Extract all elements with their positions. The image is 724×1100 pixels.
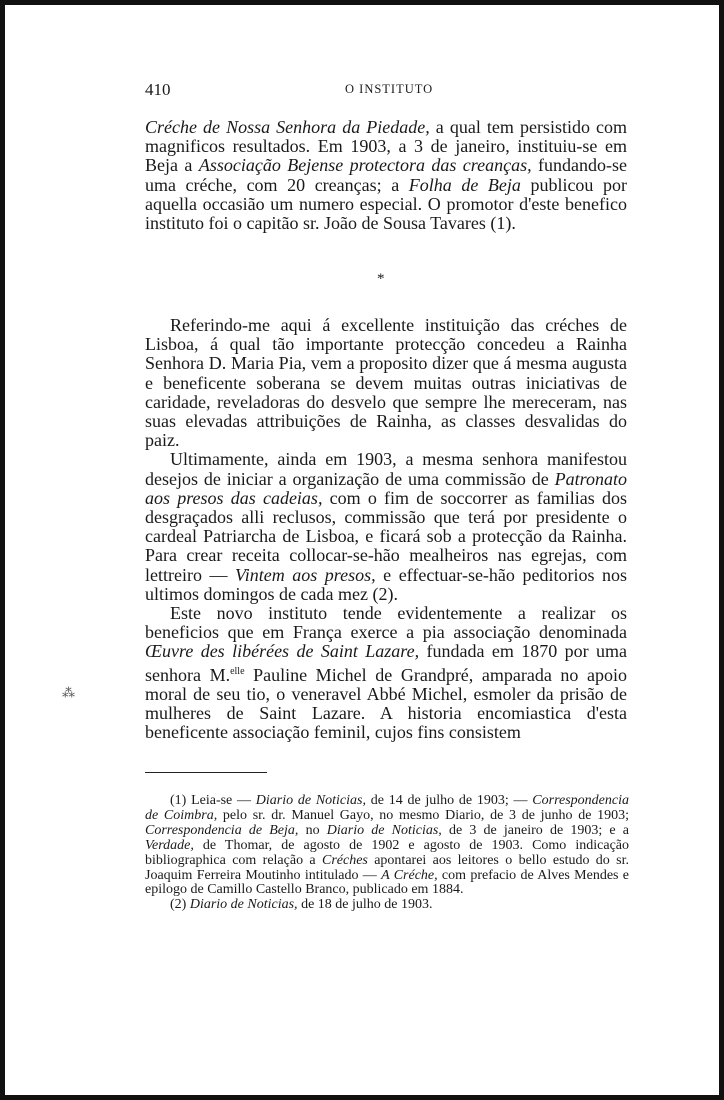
main-text: [145, 316, 627, 742]
oeuvre-name: Œuvre des libérées de Saint Lazare,: [145, 641, 420, 662]
page-number: 410: [145, 80, 171, 99]
paragraph-referindo: Referindo-me aqui á excellente instituição das créches de Lisboa, á qual tão importante protecção concedeu a Rainha Senhora D. Maria Pia, vem a proposito dizer que á mesma augusta e beneficente soberana se devem muitas outras iniciativas de caridade, reveladoras do desvelo que sempre lhe mereceram, nas suas elevadas attribuições de Rainha, as classes desvalidas do paiz.: [145, 315, 627, 451]
newspaper-name: Folha de Beja: [408, 174, 521, 195]
footnote-2: (2) Diario de Noticias, de 18 de julho de 1903.: [170, 897, 433, 913]
association-name: Associação Bejense protectora das creanças,: [198, 155, 532, 176]
footnote-1: (1) Leia-se — Diario de Noticias, de 14 de julho de 1903; — Correspondencia de Coimbra, pelo sr. dr. Manuel Gayo, no mesmo Diario, de 3 de junho de 1903; Correspondencia de Beja, no Diario de Noticias, de 3 de janeiro de 1903; e a Verdade, de Thomar, de agosto de 1902 e agosto de 1903. Como indicação bibliographica com relação a Créches apontarei aos leitores o bello estudo do sr. Joaquim Ferreira Moutinho intitulado — A Créche, com prefacio de Alves Mendes e epilogo de Camillo Castello Branco, publicado em 1884.: [145, 793, 629, 898]
creche-title: Créche de Nossa Senhora da Piedade,: [145, 117, 430, 137]
page-header: [145, 80, 630, 102]
running-title: O INSTITUTO: [345, 82, 434, 96]
section-separator: *: [377, 271, 385, 287]
paragraph-novo-instituto: Este novo instituto tende evidentemente a realizar os beneficios que em França exerce a pia associação denominada Œuvre des libérées de Saint Lazare, fundada em 1870 por uma senhora M.$^{elle}$ Pauline Michel de Grandpré, amparada no apoio moral de seu tio, o veneravel Abbé Michel, esmoler da prisão de mulheres de Saint Lazare. A historia encomiastica d'esta beneficente associação feminil, cujos fins consistem: [145, 603, 628, 743]
footnotes: [145, 794, 629, 913]
footnote-rule: [145, 772, 267, 773]
vintem-inscription: Vintem aos presos,: [235, 564, 376, 585]
paragraph-ultimamente: Ultimamente, ainda em 1903, a mesma senhora manifestou desejos de iniciar a organização de uma commissão de Patronato aos presos das cadeias, com o fim de soccorrer as familias dos desgraçados alli reclusos, commissão que terá por presidente o cardeal Patriarcha de Lisboa, e ficará sob a protecção da Rainha. Para crear receita collocar-se-hão mealheiros nas egrejas, com lettreiro — Vintem aos presos, e effectuar-se-hão peditorios nos ultimos domingos de cada mez (2).: [145, 449, 627, 604]
patronato-name: Patronato aos presos das cadeias,: [145, 468, 627, 508]
paragraph-creche-piedade: Créche de Nossa Senhora da Piedade, a qual tem persistido com magnificos resultados. Em 1903, a 3 de janeiro, instituiu-se em Beja a Associação Bejense protectora das creanças, fundando-se uma créche, com 20 creanças; a Folha de Beja publicou por aquella occasião um numero especial. O promotor d'este benefico instituto foi o capitão sr. João de Sousa Tavares (1).: [145, 117, 628, 234]
margin-ink-spot: ⁂: [62, 685, 75, 700]
